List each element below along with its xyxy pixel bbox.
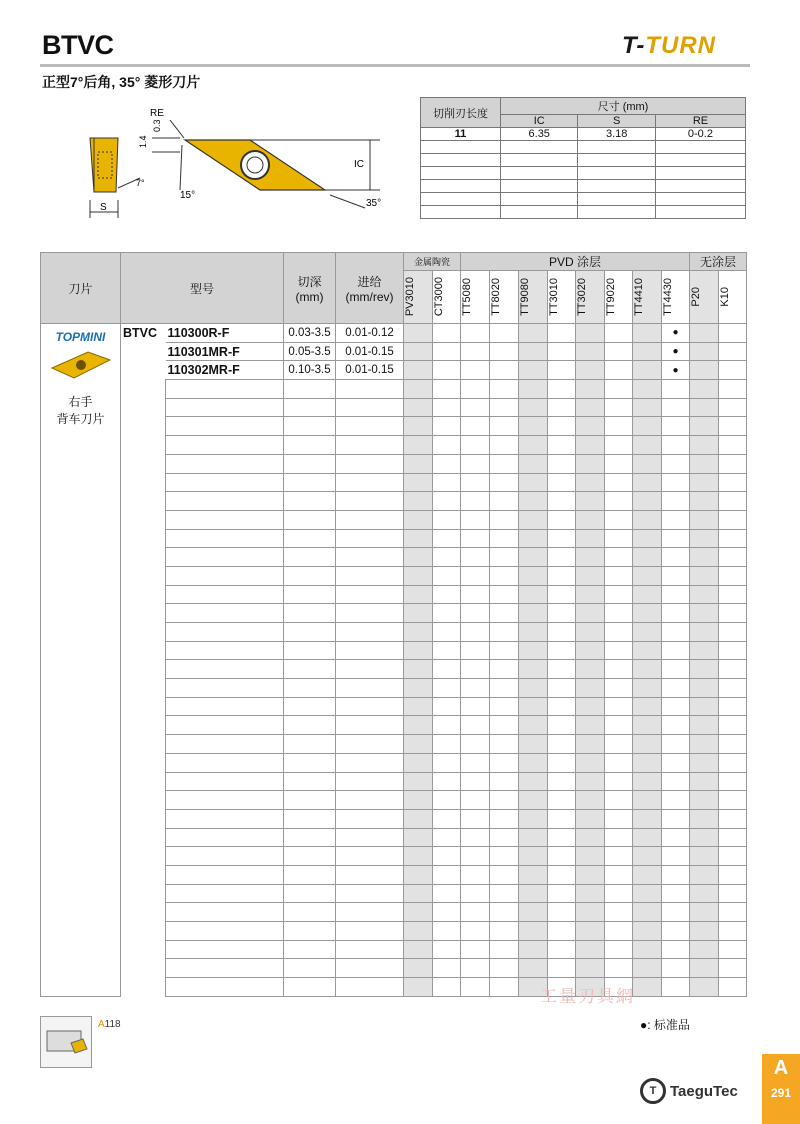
- taegutec-icon: T: [640, 1078, 666, 1104]
- table-row: [41, 473, 747, 492]
- table-row: [41, 772, 747, 791]
- table-row: [41, 529, 747, 548]
- table-row: [41, 417, 747, 436]
- table-row: [41, 398, 747, 417]
- table-row: [41, 436, 747, 455]
- svg-text:15°: 15°: [180, 190, 196, 201]
- table-row: TOPMINI 右手 背车刀片 BTVC 110300R-F 0.03-3.5 0.01-0.12 ●: [41, 324, 747, 343]
- grade-table: 刀片 型号 切深 (mm) 进给 (mm/rev) 金属陶瓷 PVD 涂层 无涂层 PV3010 CT3000 TT5080 TT8020 TT9080 TT3010 TT3020 TT9020 TT4410 TT4430 P20 K10 TOPMINI 右手 背车刀片 BTVC 110300R-F 0.03-3.5 0.01-0.12 ● 110301MR-F 0.05-3.5 0.01-0.15 ● 110302MR-F 0.10-3.5 0.01-0.15 ●: [40, 252, 747, 997]
- label-s: S: [100, 202, 107, 213]
- table-row: [41, 380, 747, 399]
- table-row: [41, 585, 747, 604]
- svg-text:IC: IC: [354, 159, 364, 170]
- watermark: 工量刃具網: [540, 987, 635, 1006]
- table-row: [41, 641, 747, 660]
- brand-logo: T-TURN: [622, 32, 716, 59]
- page-number: 291: [770, 1086, 792, 1100]
- table-row: [41, 697, 747, 716]
- table-row: [41, 548, 747, 567]
- table-row: [41, 604, 747, 623]
- company-logo: T TaeguTec: [640, 1078, 738, 1104]
- reference-thumbnail: [40, 1016, 92, 1068]
- table-row: [41, 903, 747, 922]
- table-row: [41, 791, 747, 810]
- page-subtitle: 正型7°后角, 35° 菱形刀片: [42, 74, 201, 90]
- table-row: [41, 679, 747, 698]
- table-row: [41, 922, 747, 941]
- page-reference[interactable]: A118: [98, 1019, 121, 1030]
- svg-text:1.4: 1.4: [138, 135, 148, 148]
- table-row: [41, 978, 747, 997]
- table-row: [41, 623, 747, 642]
- table-row: [41, 454, 747, 473]
- insert-photo-icon: [48, 348, 114, 382]
- svg-text:0.3: 0.3: [152, 119, 162, 132]
- table-row: [41, 735, 747, 754]
- table-row: 110301MR-F 0.05-3.5 0.01-0.15 ●: [41, 342, 747, 361]
- dimension-table: 切削刃长度 尺寸 (mm) IC S RE 11 6.35 3.18 0-0.2: [420, 97, 746, 219]
- table-row: [41, 847, 747, 866]
- table-row: [41, 809, 747, 828]
- page-title: BTVC: [42, 30, 114, 60]
- legend-note: ●: 标准品: [640, 1018, 690, 1032]
- table-row: [41, 884, 747, 903]
- insert-diagram: [80, 100, 400, 225]
- table-row: [41, 959, 747, 978]
- table-row: [41, 510, 747, 529]
- table-row: [41, 940, 747, 959]
- table-row: [41, 566, 747, 585]
- table-row: [41, 492, 747, 511]
- table-row: [41, 753, 747, 772]
- table-row: [41, 828, 747, 847]
- table-row: 110302MR-F 0.10-3.5 0.01-0.15 ●: [41, 361, 747, 380]
- svg-text:RE: RE: [150, 108, 164, 119]
- table-row: [41, 660, 747, 679]
- section-tab[interactable]: A 291: [762, 1054, 800, 1124]
- svg-text:7°: 7°: [136, 178, 145, 188]
- table-row: [41, 865, 747, 884]
- svg-text:35°: 35°: [366, 198, 382, 209]
- divider: [40, 64, 750, 67]
- table-row: [41, 716, 747, 735]
- insert-image-cell: TOPMINI 右手 背车刀片: [41, 324, 121, 997]
- topmini-logo: TOPMINI: [55, 330, 106, 344]
